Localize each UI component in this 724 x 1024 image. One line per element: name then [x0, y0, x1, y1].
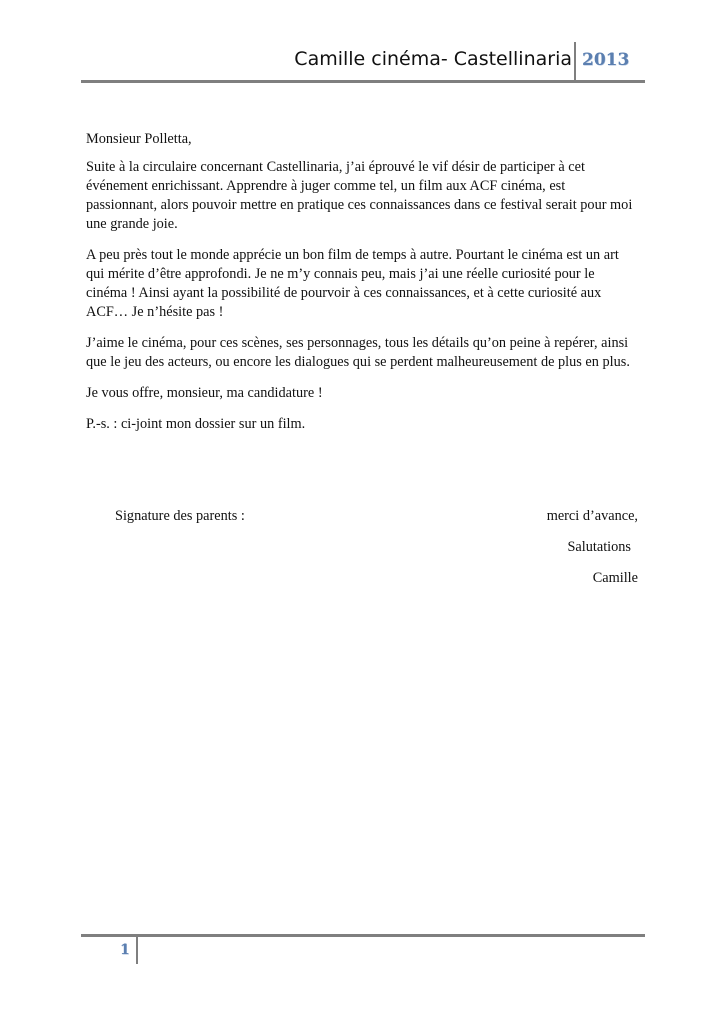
footer-divider — [136, 936, 138, 964]
signature-label: Signature des parents : — [115, 508, 245, 524]
header-divider — [574, 42, 576, 82]
page-number: 1 — [120, 942, 130, 958]
greeting-text: Salutations — [567, 539, 631, 555]
header-rule — [81, 80, 645, 83]
letter-paragraph: J’aime le cinéma, pour ces scènes, ses personnages, tous les détails qu’on peine à repérer, ainsi que le jeu des acteurs, ou encore les dialogues qui se perdent malheureusement de plus en plus. — [86, 335, 630, 370]
letter-paragraph: Je vous offre, monsieur, ma candidature ! — [86, 385, 323, 401]
letter-postscript: P.-s. : ci-joint mon dossier sur un film. — [86, 416, 306, 432]
header-year: 2013 — [582, 50, 630, 70]
footer-rule — [81, 934, 645, 937]
letter-paragraph: A peu près tout le monde apprécie un bon film de temps à autre. Pourtant le cinéma est un art qui mérite d’être approfondi. Je ne m’y connais peu, mais j’ai une réelle curiosité pour le cinéma ! Ainsi ayant la possibilité de pourvoir à ces connaissances, et à cette curiosité aux ACF… Je n’hésite pas ! — [86, 247, 619, 320]
letter-salutation: Monsieur Polletta, — [86, 131, 192, 147]
letter-body — [86, 130, 638, 446]
letter-paragraph: Suite à la circulaire concernant Castellinaria, j’ai éprouvé le vif désir de participer à cet événement enrichissant. Apprendre à juger comme tel, un film aux ACF cinéma, est passionnant, alors pouvoir mettre en pratique ces connaissances dans ce festival serait pour moi une grande joie. — [86, 159, 633, 232]
closing-text: merci d’avance, — [546, 508, 638, 524]
signer-name: Camille — [592, 570, 638, 586]
header-title: Camille cinéma- Castellinaria — [294, 48, 572, 70]
